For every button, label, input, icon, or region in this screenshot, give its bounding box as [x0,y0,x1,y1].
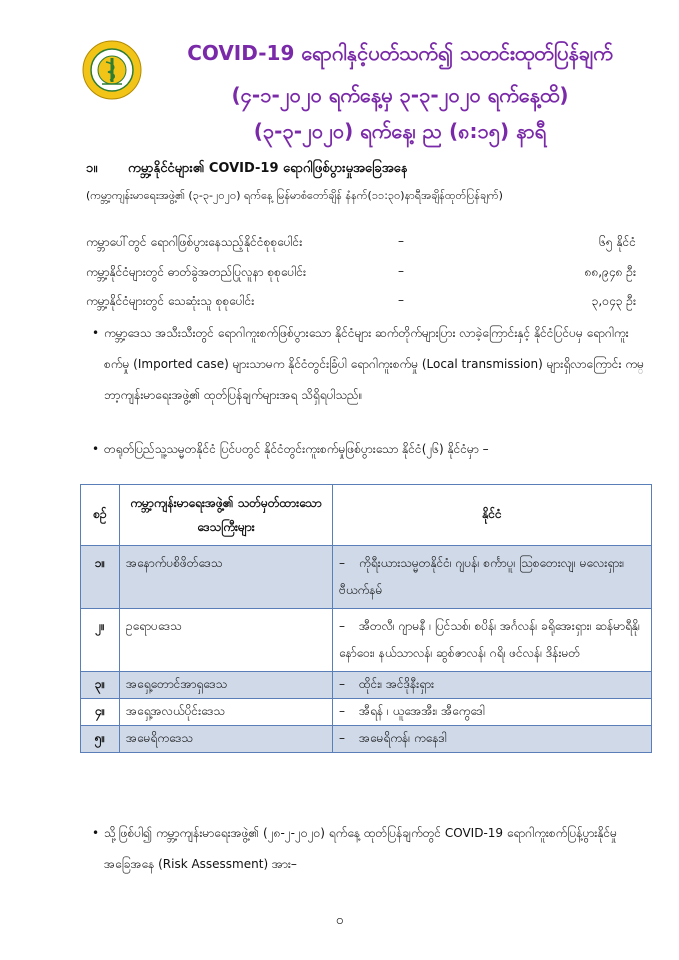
row-region: ဥရောပဒေသ [120,609,333,672]
stat-value: ၈၈,၉၄၈ ဦး [584,265,636,279]
ministry-logo [82,40,142,100]
stat-row [86,293,646,313]
stat-value: ၃,၀၄၃ ဦး [591,294,636,308]
row-dash: – [339,556,345,570]
header-countries: နိုင်ငံ [333,485,652,546]
stat-label: ကမ္ဘာပေါ်တွင် ရောဂါဖြစ်ပွားနေသည့်နိုင်ငံစုစုပေါင်း [86,235,303,249]
bullet-text: သို့ဖြစ်ပါ၍ ကမ္ဘာ့ကျန်းမာရေးအဖွဲ့၏ (၂၈-၂-၂၀၂၀) ရက်နေ့ ထုတ်ပြန်ချက်တွင် COVID-19 ရောဂါကူးစက်ပြန့်ပွားနိုင်မှု အခြေအနေ (Risk Assessment) အား– [104,826,618,871]
table-row [81,609,652,672]
stat-value: ၆၅ နိုင်ငံ [599,235,636,249]
table-row [81,726,652,753]
row-countries-text: ထိုင်း၊ အင်ဒိုနီးရှား [359,677,435,691]
bullet-text: ကမ္ဘာ့ဒေသ အသီးသီးတွင် ရောဂါကူးစက်ဖြစ်ပွားသော နိုင်ငံများ ဆက်တိုက်များပြား လာခဲ့ကြောင်းနှင့် နိုင်ငံပြင်ပမှ ရောဂါကူးစက်မှု (Imported case) များသာမက နိုင်ငံတွင်းခြံပါ ရောဂါကူးစက်မှု (Local transmission) များရှိလာကြောင်း ကမ္ဘာ့ကျန်းမာရေးအဖွဲ့၏ ထုတ်ပြန်ချက်များအရ သိရှိရပါသည်။ [104,326,644,402]
row-region: အမေရိကဒေသ [120,726,333,753]
row-region: အရှေ့အလယ်ပိုင်းဒေသ [120,699,333,726]
row-countries [333,546,652,609]
section-number: ၁။ [86,161,98,176]
section-heading-text: ကမ္ဘာ့နိုင်ငံများ၏ COVID-19 ရောဂါဖြစ်ပွားမှုအခြေအနေ [128,161,408,176]
row-countries [333,672,652,699]
row-countries-text: အမေရိကန်၊ ကနေဒါ [359,731,447,745]
row-number: ၃။ [81,672,120,699]
regions-table [80,484,652,753]
document-title: COVID-19 ရောဂါနှင့်ပတ်သက်၍ သတင်းထုတ်ပြန်ချက် [187,41,613,65]
stat-row [86,234,646,254]
row-number: ၂။ [81,609,120,672]
section-subtitle: (ကမ္ဘာ့ကျန်းမာရေးအဖွဲ့၏ (၃-၃-၂၀၂၀) ရက်နေ့ မြန်မာစံတော်ချိန် နံနက်(၁၁:၃၀)နာရီအချိန်ထုတ်ပြန်ချက်) [86,189,503,202]
table-header-row [81,485,652,546]
stat-row [86,264,646,284]
row-number: ၁။ [81,546,120,609]
date-range-title: (၄-၁-၂၀၂၀ ရက်နေ့မှ ၃-၃-၂၀၂၀ ရက်နေ့ထိ) [231,83,569,107]
row-countries [333,726,652,753]
row-number: ၅။ [81,726,120,753]
bullet-paragraph [92,818,644,880]
bullet-dot: • [92,326,100,340]
bullet-text: တရုတ်ပြည်သူ့သမ္မတနိုင်ငံ ပြင်ပတွင် နိုင်ငံတွင်းကူးစက်မှုဖြစ်ပွားသော နိုင်ငံ(၂၆) နိုင်ငံမှာ – [104,442,489,456]
row-countries [333,699,652,726]
row-region: အရှေ့တောင်အာရှဒေသ [120,672,333,699]
row-dash: – [339,704,345,718]
table-row [81,672,652,699]
row-countries [333,609,652,672]
page-number: ၀ [335,913,344,928]
bullet-dot: • [92,826,100,840]
stat-dash: – [398,293,404,307]
row-region: အနောက်ပစိဖိတ်ဒေသ [120,546,333,609]
section-heading [86,160,407,179]
stat-dash: – [398,264,404,278]
row-dash: – [339,677,345,691]
row-dash: – [339,619,345,633]
bullet-paragraph [92,318,644,411]
row-countries-text: ကိုရီးယားသမ္မတနိုင်ငံ၊ ဂျပန်၊ စင်္ကာပူ၊ ဩစတေးလျ၊ မလေးရှား၊ ဗီယက်နမ် [339,556,625,597]
row-countries-text: အီတလီ၊ ဂျာမနီ ၊ ပြင်သစ်၊ စပိန်၊ အင်္ဂလန်၊ ခရိုအေးရှား၊ ဆန်မာရီနို၊ နော်ဝေး၊ နယ်သာလန်၊ ဆွစ်ဇာလန်၊ ဂရိ၊ ဖင်လန်၊ ဒိန်းမတ် [339,619,641,660]
row-number: ၄။ [81,699,120,726]
stat-label: ကမ္ဘာ့နိုင်ငံများတွင် သေဆုံးသူ စုစုပေါင်း [86,294,255,308]
table-row [81,699,652,726]
row-dash: – [339,731,345,745]
table-row [81,546,652,609]
stat-dash: – [398,234,404,248]
header-region: ကမ္ဘာ့ကျန်းမာရေးအဖွဲ့၏ သတ်မှတ်ထားသော ဒေသကြီးများ [120,485,333,546]
stat-label: ကမ္ဘာ့နိုင်ငံများတွင် ဓာတ်ခွဲအတည်ပြုလူနာ စုစုပေါင်း [86,265,307,279]
release-time-title: (၃-၃-၂၀၂၀) ရက်နေ့၊ ည (၈:၁၅) နာရီ [253,119,547,143]
bullet-dot: • [92,442,100,456]
header-no: စဉ် [81,485,120,546]
bullet-paragraph [92,434,644,465]
row-countries-text: အီရန် ၊ ယူအေအီး၊ အီကွေဒေါ [359,704,485,718]
